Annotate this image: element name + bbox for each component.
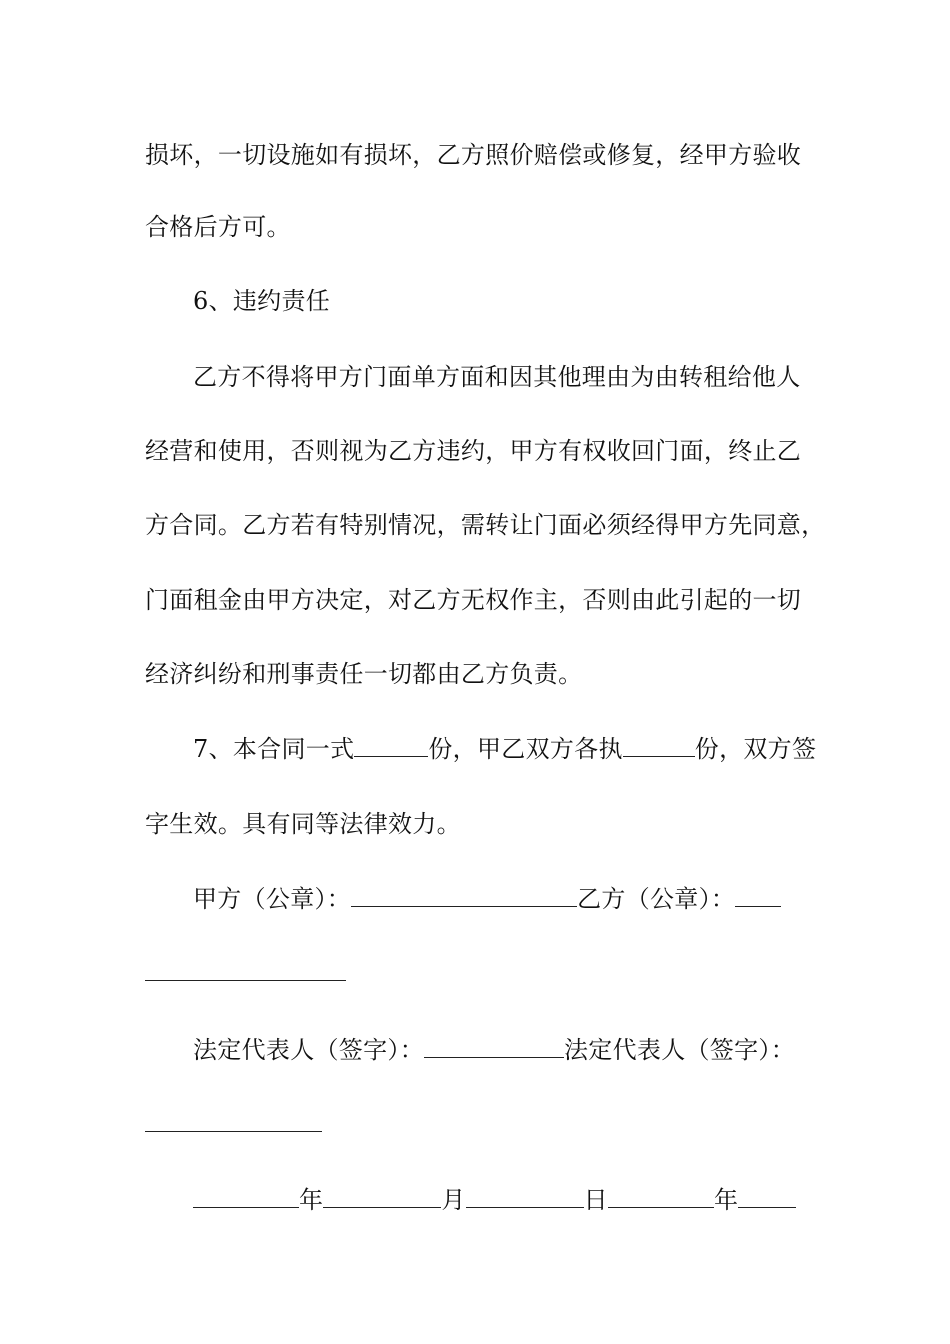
representative-line bbox=[193, 1034, 795, 1066]
date-line bbox=[193, 1184, 796, 1216]
day-blank[interactable] bbox=[466, 1185, 584, 1208]
paragraph-line: 门面租金由甲方决定，对乙方无权作主，否则由此引起的一切 bbox=[145, 586, 802, 614]
paragraph-line: 经济纠纷和刑事责任一切都由乙方负责。 bbox=[145, 660, 583, 688]
rep-a-signature-blank[interactable] bbox=[424, 1035, 564, 1058]
clause-7-prefix: 7、本合同一式 bbox=[193, 735, 355, 763]
paragraph-line: 乙方不得将甲方门面单方面和因其他理由为由转租给他人 bbox=[193, 363, 801, 391]
year-2-trailing-blank[interactable] bbox=[738, 1185, 796, 1208]
copies-each-blank[interactable] bbox=[623, 734, 695, 757]
rep-b-label: 法定代表人（签字）： bbox=[564, 1036, 795, 1064]
month-label: 月 bbox=[441, 1186, 466, 1214]
clause-7-line bbox=[193, 733, 816, 765]
month-blank[interactable] bbox=[323, 1185, 441, 1208]
rep-b-signature-blank[interactable] bbox=[145, 1131, 322, 1132]
paragraph-line: 字生效。具有同等法律效力。 bbox=[145, 810, 461, 838]
clause-7-suffix: 份，双方签 bbox=[694, 735, 817, 763]
paragraph-line: 合格后方可。 bbox=[145, 213, 291, 241]
clause-7-mid: 份，甲乙双方各执 bbox=[428, 735, 623, 763]
year-1-label: 年 bbox=[299, 1186, 324, 1214]
year-2-blank[interactable] bbox=[608, 1185, 714, 1208]
party-b-seal-blank[interactable] bbox=[735, 884, 781, 907]
day-label: 日 bbox=[583, 1186, 608, 1214]
paragraph-line: 经营和使用，否则视为乙方违约，甲方有权收回门面，终止乙 bbox=[145, 437, 802, 465]
party-a-seal-label: 甲方（公章）： bbox=[193, 885, 352, 913]
seal-line bbox=[193, 883, 781, 915]
year-1-blank[interactable] bbox=[193, 1185, 299, 1208]
copies-total-blank[interactable] bbox=[354, 734, 428, 757]
party-a-seal-blank[interactable] bbox=[351, 884, 577, 907]
rep-a-label: 法定代表人（签字）： bbox=[193, 1036, 424, 1064]
party-b-seal-label: 乙方（公章）： bbox=[577, 885, 736, 913]
party-b-seal-blank-continued[interactable] bbox=[145, 980, 346, 981]
section-heading: 6、违约责任 bbox=[193, 287, 331, 315]
paragraph-line: 方合同。乙方若有特别情况，需转让门面必须经得甲方先同意， bbox=[145, 511, 826, 539]
year-2-label: 年 bbox=[713, 1186, 739, 1214]
paragraph-line: 损坏，一切设施如有损坏，乙方照价赔偿或修复，经甲方验收 bbox=[145, 141, 802, 169]
